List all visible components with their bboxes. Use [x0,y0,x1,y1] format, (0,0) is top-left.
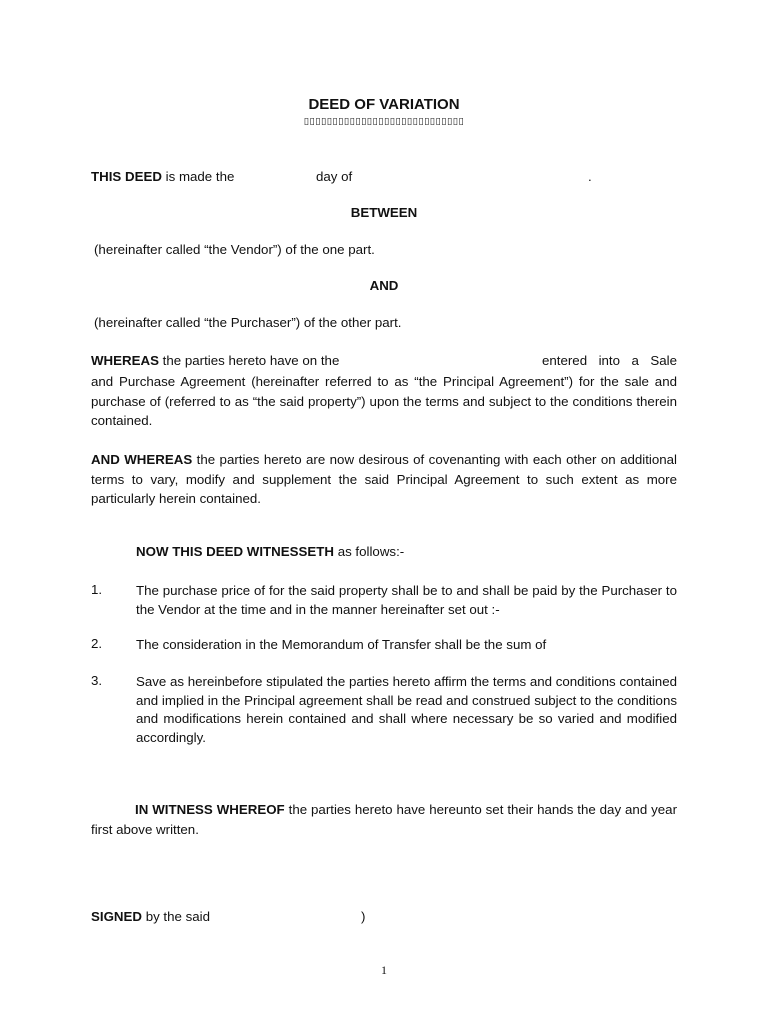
intro-lead: THIS DEED [91,169,162,184]
clause-3-text: Save as hereinbefore stipulated the parties hereto affirm the terms and conditions contained and implied in the Principal agreement shall be read and construed subject to the conditions and modifications herein contained and shall where necessary be so varied and modified accordingly. [136,674,677,745]
whereas-paragraph: and Purchase Agreement (hereinafter referred to as “the Principal Agreement”) for the sale and purchase of (referred to as “the said property”) upon the terms and subject to the conditions therein contained. [91,374,677,428]
intro-line [91,169,234,184]
in-witness-text: the parties hereto have hereunto set their hands the day and year first above written. [91,802,677,837]
clause-1-text: The purchase price of for the said property shall be to and shall be paid by the Purchaser to the Vendor at the time and in the manner hereinafter set out :- [136,583,677,617]
whereas-line-1 [91,353,339,368]
between-heading: BETWEEN [350,205,418,220]
whereas-text-b: entered into a Sale [542,353,677,368]
witnesseth-text: as follows:- [337,544,405,559]
signed-line [91,909,210,924]
signed-lead: SIGNED [91,909,142,924]
in-witness-lead: IN WITNESS WHEREOF [135,802,285,817]
clause-2-number: 2. [91,636,103,651]
whereas-text-a: the parties hereto have on the [162,353,340,368]
signed-text: by the said [145,909,210,924]
in-witness-paragraph [91,800,677,839]
page-number: 1 [381,963,387,977]
intro-period: . [588,169,592,184]
clause-1-number: 1. [91,582,103,597]
intro-day-of: day of [316,169,353,184]
witnesseth-line [136,544,404,559]
and-whereas-paragraph [91,450,677,509]
clause-2-text: The consideration in the Memorandum of Transfer shall be the sum of [136,637,547,652]
document-title: DEED OF VARIATION [308,96,460,113]
and-whereas-lead: AND WHEREAS [91,452,193,467]
clause-3-number: 3. [91,673,103,688]
purchaser-line: (hereinafter called “the Purchaser”) of the other part. [94,315,402,330]
document-subtitle: ▯▯▯▯▯▯▯▯▯▯▯▯▯▯▯▯▯▯▯▯▯▯▯▯▯▯▯▯ [303,116,465,127]
and-heading: AND [369,278,399,293]
whereas-lead: WHEREAS [91,353,159,368]
and-whereas-text: the parties hereto are now desirous of covenanting with each other on additional terms to vary, modify and supplement the said Principal Agreement to such extent as more particularly herein contained. [91,452,678,506]
intro-text-1: is made the [165,169,235,184]
signed-bracket: ) [361,909,366,924]
witnesseth-lead: NOW THIS DEED WITNESSETH [136,544,334,559]
vendor-line: (hereinafter called “the Vendor”) of the one part. [94,242,375,257]
